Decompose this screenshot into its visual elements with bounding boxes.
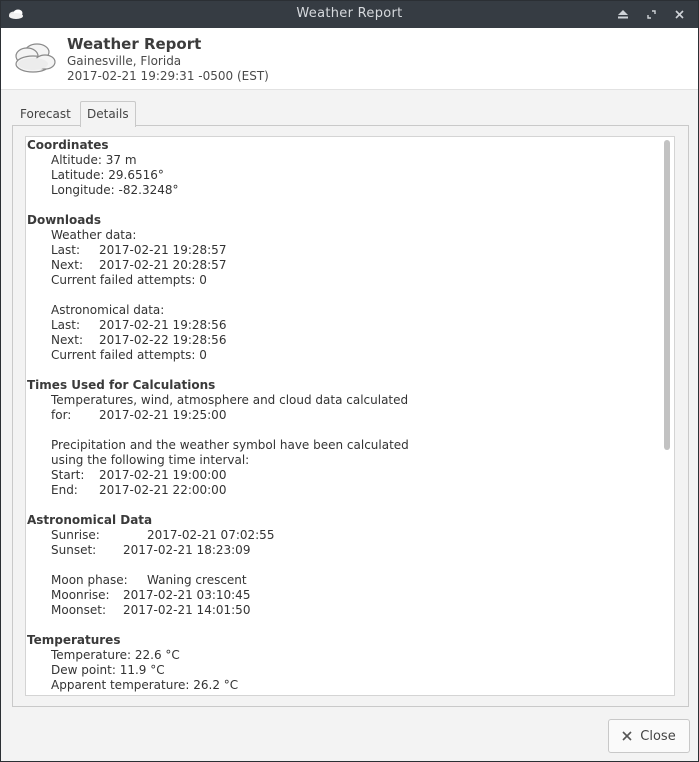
- close-icon: [622, 731, 632, 741]
- row-label: Last:: [51, 243, 81, 257]
- tab-details[interactable]: Details: [80, 101, 136, 127]
- report-header: [1, 28, 698, 90]
- section-heading: Times Used for Calculations: [27, 378, 216, 392]
- calc-text: using the following time interval:: [51, 453, 250, 467]
- row-value: 2017-02-21 19:25:00: [99, 408, 227, 422]
- row-label: Next:: [51, 333, 83, 347]
- moonrise-row: [27, 588, 663, 603]
- row-value: 2017-02-21 19:00:00: [99, 468, 227, 482]
- weather-data-label: Weather data:: [51, 228, 137, 242]
- moonset-row: [27, 603, 663, 618]
- section-heading: Coordinates: [27, 138, 109, 152]
- close-button-label: Close: [640, 728, 676, 744]
- timestamp-label: 2017-02-21 19:29:31 -0500 (EST): [67, 69, 269, 83]
- section-heading: Astronomical Data: [27, 513, 153, 527]
- moonphase-row: [27, 573, 663, 588]
- clouds-icon: [9, 38, 57, 78]
- location-label: Gainesville, Florida: [67, 54, 182, 68]
- astro-last-row: [27, 318, 663, 333]
- longitude-text: Longitude: -82.3248°: [51, 183, 179, 197]
- row-value: 2017-02-21 03:10:45: [123, 588, 251, 602]
- report-title: Weather Report: [67, 35, 202, 53]
- calc-for-row: [27, 408, 663, 423]
- eject-icon[interactable]: [614, 5, 632, 23]
- latitude-text: Latitude: 29.6516°: [51, 168, 164, 182]
- row-label: Moonrise:: [51, 588, 110, 602]
- dewpoint-text: Dew point: 11.9 °C: [51, 663, 165, 677]
- row-label: End:: [51, 483, 78, 497]
- row-value: 2017-02-21 18:23:09: [123, 543, 251, 557]
- row-label: for:: [51, 408, 72, 422]
- astro-data-label: Astronomical data:: [51, 303, 165, 317]
- window-title: Weather Report: [296, 6, 403, 21]
- row-value: Waning crescent: [147, 573, 247, 587]
- row-value: 2017-02-21 22:00:00: [99, 483, 227, 497]
- row-label: Start:: [51, 468, 85, 482]
- title-bar[interactable]: [1, 1, 698, 28]
- astro-next-row: [27, 333, 663, 348]
- row-label: Last:: [51, 318, 81, 332]
- restore-icon[interactable]: [642, 5, 660, 23]
- section-heading: Downloads: [27, 213, 102, 227]
- calc-start-row: [27, 468, 663, 483]
- row-value: 2017-02-22 19:28:56: [99, 333, 227, 347]
- details-panel: [12, 125, 689, 707]
- details-text: [27, 138, 663, 693]
- tab-forecast[interactable]: Forecast: [20, 107, 71, 121]
- altitude-text: Altitude: 37 m: [51, 153, 137, 167]
- sunrise-row: [27, 528, 663, 543]
- calc-text: Precipitation and the weather symbol have been calculated: [51, 438, 409, 452]
- weather-failed-text: Current failed attempts: 0: [51, 273, 207, 287]
- weather-last-row: [27, 243, 663, 258]
- row-value: 2017-02-21 14:01:50: [123, 603, 251, 617]
- row-label: Sunset:: [51, 543, 97, 557]
- row-value: 2017-02-21 19:28:56: [99, 318, 227, 332]
- astro-failed-text: Current failed attempts: 0: [51, 348, 207, 362]
- row-label: Moon phase:: [51, 573, 128, 587]
- scrollbar-thumb[interactable]: [664, 140, 670, 450]
- vertical-scrollbar[interactable]: [664, 140, 670, 692]
- row-value: 2017-02-21 19:28:57: [99, 243, 227, 257]
- close-button[interactable]: [608, 719, 690, 753]
- calc-text: Temperatures, wind, atmosphere and cloud data calculated: [51, 393, 409, 407]
- row-label: Next:: [51, 258, 83, 272]
- row-label: Moonset:: [51, 603, 107, 617]
- calc-end-row: [27, 483, 663, 498]
- row-value: 2017-02-21 07:02:55: [147, 528, 275, 542]
- close-x-icon[interactable]: [670, 5, 688, 23]
- apparent-temperature-text: Apparent temperature: 26.2 °C: [51, 678, 239, 692]
- details-scroll-view[interactable]: [25, 136, 675, 696]
- sunset-row: [27, 543, 663, 558]
- row-label: Sunrise:: [51, 528, 100, 542]
- row-value: 2017-02-21 20:28:57: [99, 258, 227, 272]
- section-heading: Temperatures: [27, 633, 121, 647]
- weather-next-row: [27, 258, 663, 273]
- temperature-text: Temperature: 22.6 °C: [51, 648, 180, 662]
